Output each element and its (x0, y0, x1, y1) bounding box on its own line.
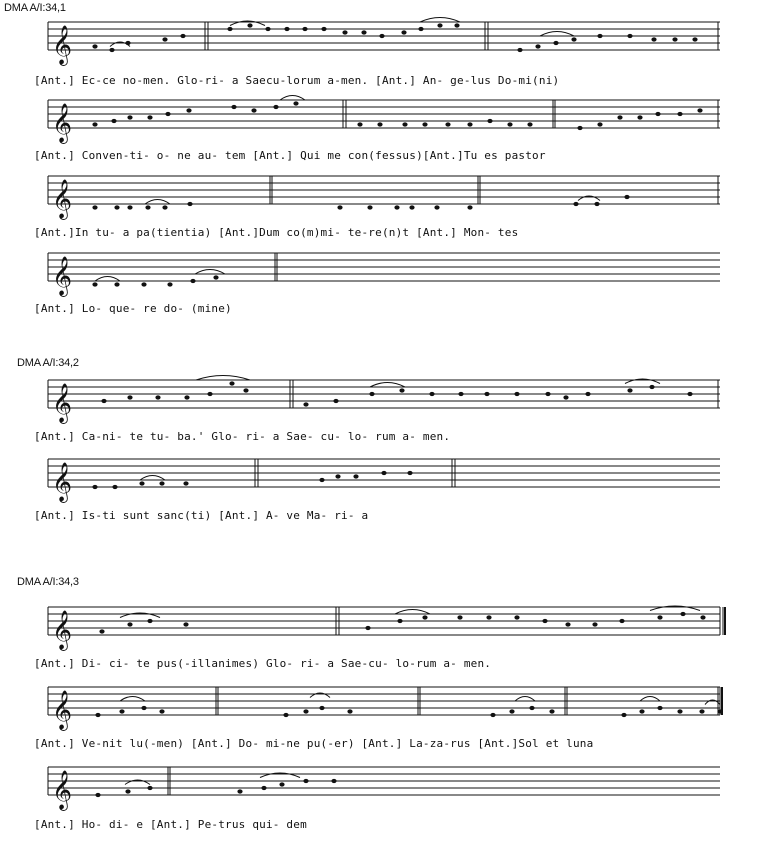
notehead (186, 108, 191, 112)
notehead (127, 395, 132, 399)
notehead (162, 37, 167, 41)
notehead (165, 112, 170, 116)
notehead (187, 202, 192, 206)
notehead (347, 709, 352, 713)
notehead (337, 205, 342, 209)
notehead (365, 626, 370, 630)
slur (420, 18, 460, 23)
treble-clef-icon: 𝄞 (52, 383, 73, 423)
notehead (190, 279, 195, 283)
notehead (147, 786, 152, 790)
notehead (585, 392, 590, 396)
notehead (507, 122, 512, 126)
notehead (657, 706, 662, 710)
notehead (92, 282, 97, 286)
notehead (159, 481, 164, 485)
notehead (95, 793, 100, 797)
notehead (261, 786, 266, 790)
treble-clef-icon: 𝄞 (52, 25, 73, 65)
notehead (697, 108, 702, 112)
staff-system (0, 14, 764, 64)
staff-system (0, 759, 764, 809)
notehead (549, 709, 554, 713)
notehead (429, 392, 434, 396)
notehead (95, 713, 100, 717)
slur (145, 200, 170, 205)
slur (540, 32, 574, 37)
notehead (573, 202, 578, 206)
notehead (293, 101, 298, 105)
notehead (434, 205, 439, 209)
notehead (155, 395, 160, 399)
notehead (592, 622, 597, 626)
notehead (125, 789, 130, 793)
slur (515, 697, 535, 702)
notehead (651, 37, 656, 41)
notehead (141, 282, 146, 286)
notehead (490, 713, 495, 717)
notehead (571, 37, 576, 41)
notehead (379, 34, 384, 38)
notehead (127, 622, 132, 626)
notehead (399, 388, 404, 392)
notehead (229, 381, 234, 385)
notehead (402, 122, 407, 126)
treble-clef-icon: 𝄞 (52, 462, 73, 502)
lyric-line: [Ant.] Di- ci- te pus(-illanimes) Glo- ri- a Sae-cu- lo-rum a- men. (34, 657, 492, 670)
notehead (119, 709, 124, 713)
notehead (639, 709, 644, 713)
notehead (367, 205, 372, 209)
notehead (486, 615, 491, 619)
notehead (357, 122, 362, 126)
notehead (637, 115, 642, 119)
notehead (342, 30, 347, 34)
notehead (680, 612, 685, 616)
notehead (265, 27, 270, 31)
notehead (597, 34, 602, 38)
staff-system (0, 168, 764, 218)
notehead (484, 392, 489, 396)
notehead (335, 474, 340, 478)
notehead (381, 471, 386, 475)
notehead (321, 27, 326, 31)
notehead (353, 474, 358, 478)
slur (640, 697, 660, 702)
notehead (717, 709, 722, 713)
staff-system (0, 92, 764, 142)
notehead (624, 195, 629, 199)
notehead (111, 119, 116, 123)
notehead (445, 122, 450, 126)
notehead (597, 122, 602, 126)
notehead (227, 27, 232, 31)
notehead (207, 392, 212, 396)
notehead (302, 27, 307, 31)
notehead (457, 615, 462, 619)
notehead (92, 44, 97, 48)
notehead (467, 122, 472, 126)
slur (195, 270, 225, 275)
treble-clef-icon: 𝄞 (52, 179, 73, 219)
lyric-line: [Ant.] Ve-nit lu(-men) [Ant.] Do- mi-ne pu(-er) [Ant.] La-za-rus [Ant.]Sol et luna (34, 737, 594, 750)
notehead (677, 709, 682, 713)
treble-clef-icon: 𝄞 (52, 610, 73, 650)
notehead (563, 395, 568, 399)
notehead (409, 205, 414, 209)
notehead (333, 399, 338, 403)
notehead (677, 112, 682, 116)
slur (140, 476, 165, 481)
treble-clef-icon: 𝄞 (52, 690, 73, 730)
notehead (527, 122, 532, 126)
notehead (184, 395, 189, 399)
notehead (565, 622, 570, 626)
notehead (517, 48, 522, 52)
notehead (553, 41, 558, 45)
notehead (545, 392, 550, 396)
notehead (139, 481, 144, 485)
notehead (147, 115, 152, 119)
notehead (213, 275, 218, 279)
slur (95, 277, 120, 282)
notehead (407, 471, 412, 475)
section-label-3: DMA A/I:34,3 (17, 576, 79, 588)
notehead (303, 709, 308, 713)
staff-system (0, 451, 764, 501)
notehead (467, 205, 472, 209)
notehead (303, 779, 308, 783)
notehead (627, 388, 632, 392)
notehead (422, 122, 427, 126)
notehead (509, 709, 514, 713)
notehead (692, 37, 697, 41)
slur (395, 610, 430, 615)
notehead (183, 481, 188, 485)
lyric-line: [Ant.] Is-ti sunt sanc(ti) [Ant.] A- ve Ma- ri- a (34, 509, 369, 522)
notehead (649, 385, 654, 389)
notehead (114, 205, 119, 209)
notehead (319, 478, 324, 482)
notehead (422, 615, 427, 619)
notehead (114, 282, 119, 286)
notehead (672, 37, 677, 41)
notehead (92, 122, 97, 126)
notehead (487, 119, 492, 123)
notehead (514, 615, 519, 619)
notehead (687, 392, 692, 396)
notehead (627, 34, 632, 38)
notehead (617, 115, 622, 119)
section-label-1: DMA A/I:34,1 (4, 2, 66, 14)
lyric-line: [Ant.] Ca-ni- te tu- ba.' Glo- ri- a Sae- cu- lo- rum a- men. (34, 430, 451, 443)
notehead (183, 622, 188, 626)
notehead (655, 112, 660, 116)
notehead (361, 30, 366, 34)
staff-system (0, 679, 764, 729)
notehead (159, 709, 164, 713)
notehead (401, 30, 406, 34)
lyric-line: [Ant.]In tu- a pa(tientia) [Ant.]Dum co(m)mi- te-re(n)t [Ant.] Mon- tes (34, 226, 519, 239)
notehead (377, 122, 382, 126)
treble-clef-icon: 𝄞 (52, 103, 73, 143)
notehead (535, 44, 540, 48)
notehead (109, 48, 114, 52)
notehead (243, 388, 248, 392)
notehead (514, 392, 519, 396)
notehead (127, 205, 132, 209)
notehead (167, 282, 172, 286)
notehead (273, 105, 278, 109)
notehead (127, 115, 132, 119)
notehead (251, 108, 256, 112)
notehead (418, 27, 423, 31)
notehead (699, 709, 704, 713)
notehead (369, 392, 374, 396)
notehead (99, 629, 104, 633)
notehead (162, 205, 167, 209)
staff-system (0, 599, 764, 649)
notehead (283, 713, 288, 717)
notehead (145, 205, 150, 209)
notehead (594, 202, 599, 206)
notehead (237, 789, 242, 793)
notehead (319, 706, 324, 710)
notehead (619, 619, 624, 623)
notehead (231, 105, 236, 109)
staff-system (0, 372, 764, 422)
notehead (621, 713, 626, 717)
notehead (92, 205, 97, 209)
notehead (458, 392, 463, 396)
notehead (454, 23, 459, 27)
slur (280, 96, 305, 101)
staff-system (0, 245, 764, 295)
notehead (331, 779, 336, 783)
notehead (112, 485, 117, 489)
lyric-line: [Ant.] Lo- que- re do- (mine) (34, 302, 232, 315)
notehead (577, 126, 582, 130)
notehead (279, 782, 284, 786)
notehead (141, 706, 146, 710)
section-label-2: DMA A/I:34,2 (17, 357, 79, 369)
notehead (303, 402, 308, 406)
lyric-line: [Ant.] Conven-ti- o- ne au- tem [Ant.] Qui me con(fessus)[Ant.]Tu es pastor (34, 149, 546, 162)
notehead (397, 619, 402, 623)
notehead (180, 34, 185, 38)
notehead (657, 615, 662, 619)
lyric-line: [Ant.] Ec-ce no-men. Glo-ri- a Saecu-lorum a-men. [Ant.] An- ge-lus Do-mi(ni) (34, 74, 560, 87)
notehead (700, 615, 705, 619)
notehead (101, 399, 106, 403)
notehead (529, 706, 534, 710)
notehead (542, 619, 547, 623)
treble-clef-icon: 𝄞 (52, 256, 73, 296)
slur (196, 376, 250, 381)
lyric-line: [Ant.] Ho- di- e [Ant.] Pe-trus qui- dem (34, 818, 307, 831)
notehead (147, 619, 152, 623)
slur (120, 697, 145, 702)
slur (370, 383, 405, 388)
notehead (92, 485, 97, 489)
notehead (247, 23, 252, 27)
treble-clef-icon: 𝄞 (52, 770, 73, 810)
notehead (437, 23, 442, 27)
notehead (394, 205, 399, 209)
notehead (284, 27, 289, 31)
